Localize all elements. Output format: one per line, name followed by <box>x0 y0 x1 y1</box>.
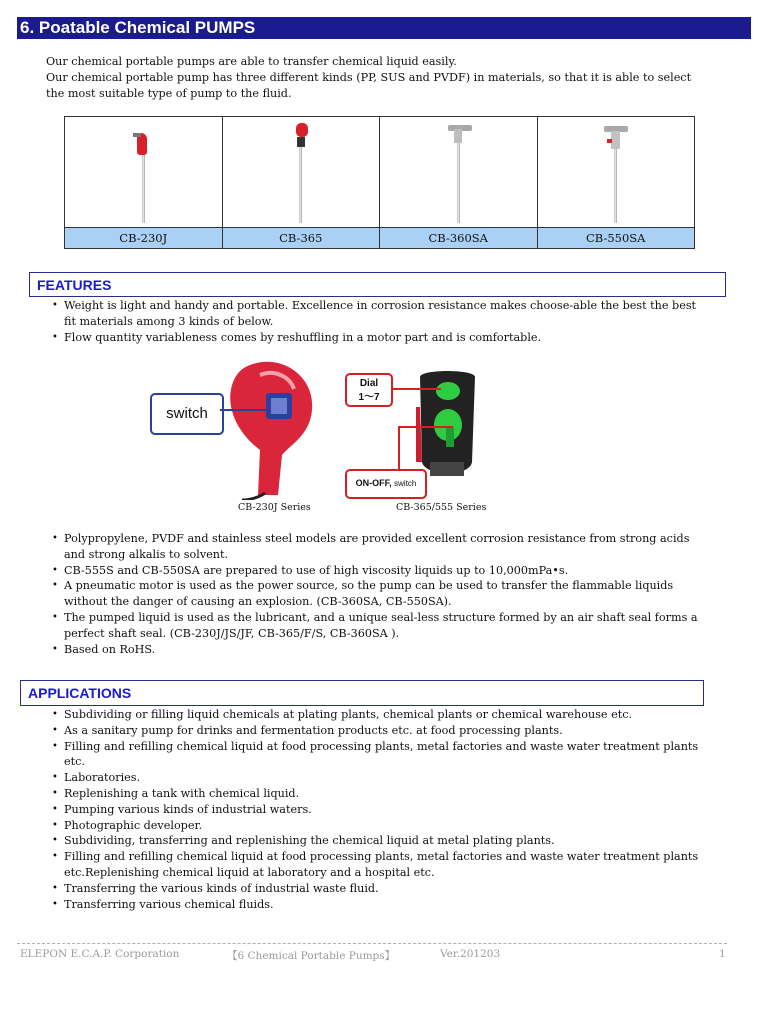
features-heading: FEATURES <box>29 272 726 297</box>
pump-image-cell <box>65 117 223 228</box>
applications-list <box>48 707 708 912</box>
list-item: • As a sanitary pump for drinks and fermentation products etc. at food processing plants. <box>48 723 708 739</box>
switch-callout <box>150 393 224 435</box>
caption-cb230j: CB-230J Series <box>238 502 311 513</box>
list-item: • Photographic developer. <box>48 818 708 834</box>
list-item: • Flow quantity variableness comes by reshuffling in a motor part and is comfortable. <box>48 330 708 346</box>
footer-document: 【6 Chemical Portable Pumps】 <box>227 950 396 962</box>
list-item: • Polypropylene, PVDF and stainless steel models are provided excellent corrosion resistance from strong acids and strong alkalis to solvent. <box>48 531 708 563</box>
onoff-sub-label: switch <box>394 479 417 488</box>
list-item: • The pumped liquid is used as the lubricant, and a unique seal-less structure formed by an air shaft seal forms a perfect shaft seal. (CB-230J/JS/JF, CB-365/F/S, CB-360SA ). <box>48 610 708 642</box>
footer-company: ELEPON E.C.A.P. Corporation <box>20 948 180 960</box>
pump-label: CB-365 <box>222 227 380 248</box>
pump-image-cell <box>222 117 380 228</box>
list-item: • Replenishing a tank with chemical liquid. <box>48 786 708 802</box>
list-item: • Based on RoHS. <box>48 642 708 658</box>
pump-label: CB-550SA <box>537 227 695 248</box>
caption-cb365: CB-365/555 Series <box>396 502 487 513</box>
onoff-leader-line <box>397 425 457 471</box>
list-item: • Transferring various chemical fluids. <box>48 897 708 913</box>
pump-image-cell <box>380 117 538 228</box>
list-item: • A pneumatic motor is used as the power source, so the pump can be used to transfer the flammable liquids without the danger of causing an explosion. (CB-360SA, CB-550SA). <box>48 578 708 610</box>
pump-label: CB-230J <box>65 227 223 248</box>
intro-text <box>46 54 706 102</box>
switch-leader-line <box>220 405 270 415</box>
footer-divider <box>17 943 727 944</box>
pump-label: CB-360SA <box>380 227 538 248</box>
dial-leader-line <box>393 385 443 395</box>
dial-range: 1～7 <box>358 392 380 403</box>
list-item: • Filling and refilling chemical liquid at food processing plants, metal factories and waste water treatment plants etc. <box>48 739 708 771</box>
list-item: • Laboratories. <box>48 770 708 786</box>
intro-line: Our chemical portable pumps are able to transfer chemical liquid easily. <box>46 55 457 68</box>
onoff-label: ON-OFF <box>355 478 390 488</box>
pump-models-table <box>64 116 695 249</box>
list-item: • Subdividing, transferring and replenishing the chemical liquid at metal plating plants. <box>48 833 708 849</box>
dial-callout <box>345 373 393 407</box>
switch-diagram <box>140 355 490 505</box>
pump-image-cell <box>537 117 695 228</box>
page-title: 6. Poatable Chemical PUMPS <box>17 17 751 39</box>
list-item: • Subdividing or filling liquid chemicals at plating plants, chemical plants or chemical warehouse etc. <box>48 707 708 723</box>
list-item: • Pumping various kinds of industrial waters. <box>48 802 708 818</box>
list-item: • Transferring the various kinds of industrial waste fluid. <box>48 881 708 897</box>
list-item: • Weight is light and handy and portable. Excellence in corrosion resistance makes choose-able the best the best fit materials among 3 kinds of below. <box>48 298 708 330</box>
switch-label: switch <box>166 405 208 422</box>
list-item: • Filling and refilling chemical liquid at food processing plants, metal factories and waste water treatment plants etc.Replenishing chemical liquid at laboratory and a hospital etc. <box>48 849 708 881</box>
cb230j-motor-illustration <box>220 355 330 500</box>
features-list-top <box>48 298 708 345</box>
intro-line: Our chemical portable pump has three different kinds (PP, SUS and PVDF) in materials, so that it is able to select the most suitable type of pump to the fluid. <box>46 71 692 100</box>
onoff-callout: ON-OFF, switch <box>345 469 427 499</box>
dial-label: Dial <box>359 378 379 389</box>
footer-version: Ver.201203 <box>440 948 501 960</box>
footer-page-number: 1 <box>719 948 726 960</box>
list-item: • CB-555S and CB-550SA are prepared to use of high viscosity liquids up to 10,000mPa•s. <box>48 563 708 579</box>
applications-heading: APPLICATIONS <box>20 680 704 706</box>
features-list-bottom <box>48 531 708 657</box>
